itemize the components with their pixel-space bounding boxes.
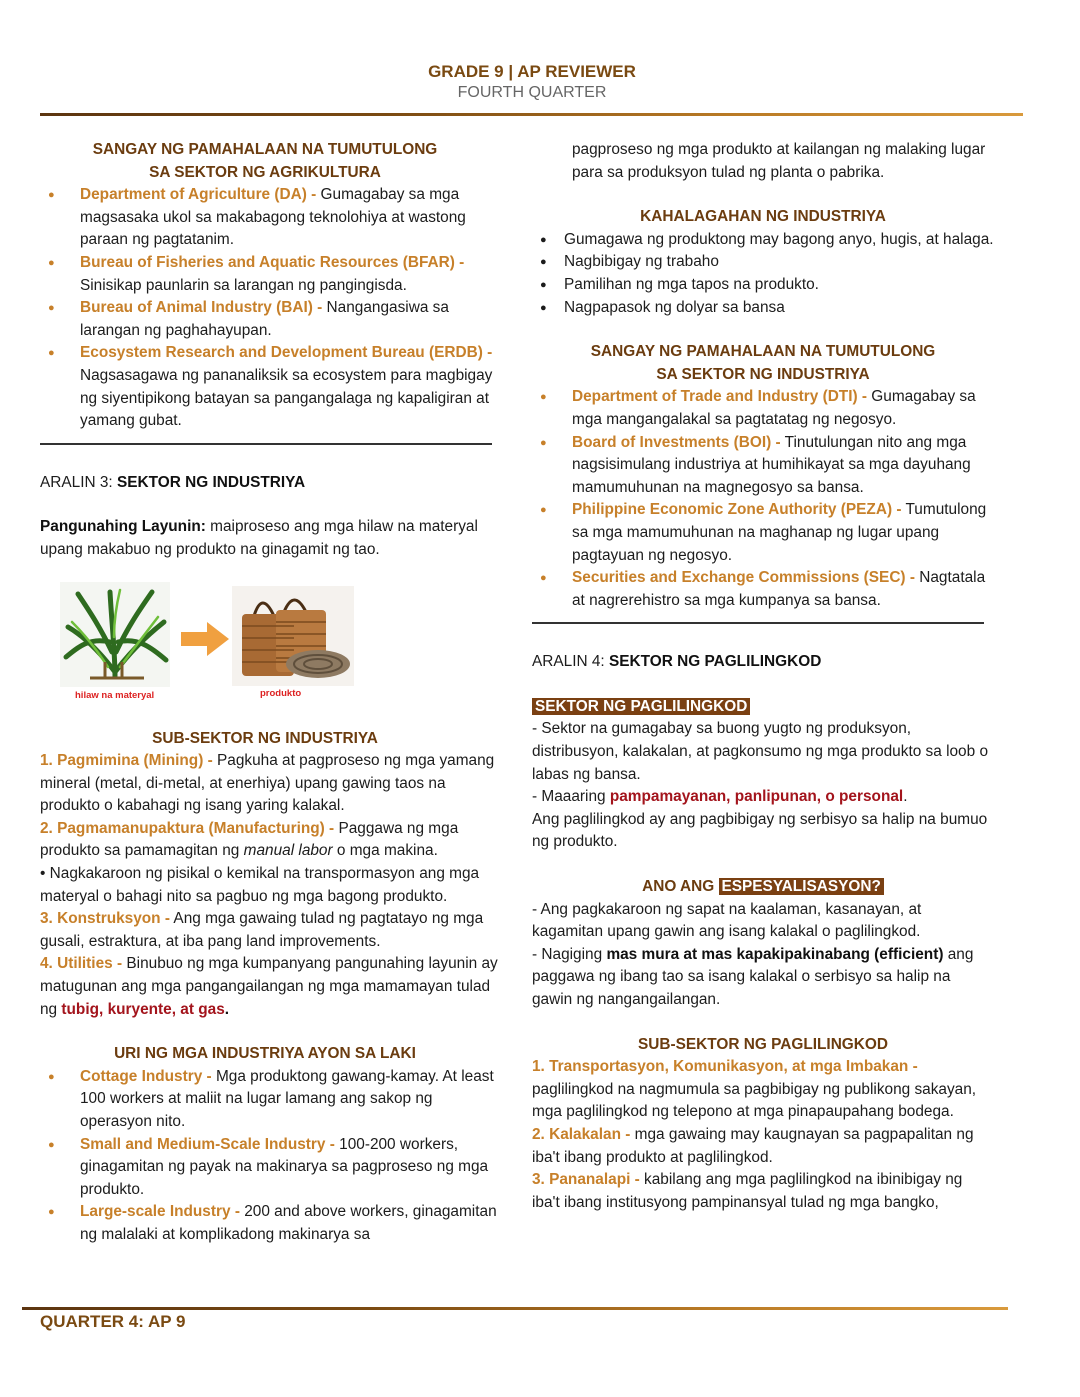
specialization-text-2 (532, 944, 994, 1012)
aralin-prefix: ARALIN 3: (40, 473, 117, 491)
importance-list (532, 229, 994, 319)
industry-desc: 200 and above workers, ginagamitan ng malalaki at komplikadong makinarya sa (80, 1203, 497, 1243)
section-divider (40, 443, 492, 445)
layunin-label: Pangunahing Layunin: (40, 518, 206, 536)
sub-sector-utilities (40, 953, 500, 1021)
agency-name: Department of Agriculture (DA) - (80, 186, 317, 204)
woven-bag-icon (232, 586, 354, 686)
agency-desc: Nangangasiwa sa larangan ng paghahayupan. (80, 299, 449, 339)
continued-text: pagproseso ng mga produkto at kailangan ng malaking lugar para sa produksyon tulad ng planta o pabrika. (572, 141, 986, 181)
agency-name: Securities and Exchange Commissions (SEC) - (572, 569, 915, 587)
industry-size-heading: URI NG MGA INDUSTRIYA AYON SA LAKI (114, 1045, 416, 1063)
right-column (532, 139, 994, 1214)
aralin-prefix: ARALIN 4: (532, 653, 609, 671)
sub-title: 3. Pananalapi (532, 1171, 631, 1189)
list-item (532, 432, 994, 500)
agency-desc: Gumagabay sa mga mangangalakal sa pagtatatag ng negosyo. (572, 388, 976, 428)
industry-desc: 100-200 workers, ginagamitan ng payak na makinarya sa pagproseso ng mga produkto. (80, 1135, 489, 1198)
sub-text-italic: manual labor (243, 842, 333, 860)
arrow-right-icon (181, 622, 229, 656)
list-item: ● Nagpapasok ng dolyar sa bansa (532, 297, 994, 320)
list-item (532, 386, 994, 431)
specialization-text-1: - Ang pagkakaroon ng sapat na kaalaman, kasanayan, at kagamitan upang gawin ang isang kalakal o paglilingkod. (532, 900, 922, 941)
agency-name: Bureau of Animal Industry (BAI) - (80, 299, 323, 317)
sub-text: Ang mga gawaing tulad ng pagtatayo ng mga gusali, estraktura, at iba pang land improvements. (40, 910, 484, 950)
agency-name: Department of Trade and Industry (DTI) - (572, 388, 868, 406)
sub-text: mga gawaing may kaugnayan sa pagpapalitan ng iba't ibang produkto at paglilingkod. (532, 1125, 974, 1166)
sub-dash: - (112, 955, 123, 973)
agency-name: Bureau of Fisheries and Aquatic Resources (BFAR) - (80, 253, 465, 271)
sub-text-end: . (224, 1000, 230, 1018)
industry-type: Small and Medium-Scale Industry - (80, 1135, 335, 1153)
agency-desc: Tinutulungan nito ang mga nagsisimulang industriya at humihikayat sa mga dayuhang mamumuhunan na magnegosyo sa bansa. (572, 433, 971, 496)
sub-text: Binubuo ng mga kumpanyang pangunahing layunin ay matugunan ang mga pangangailangan ng mga mamamayan tulad ng (40, 955, 498, 1018)
service-sector-label: SEKTOR NG PAGLILINGKOD (532, 698, 750, 715)
list-item (532, 499, 994, 567)
sub-dash: - (908, 1058, 918, 1076)
sub-dash: - (620, 1125, 631, 1143)
list-item (40, 1134, 500, 1202)
agency-name: Ecosystem Research and Development Bureau (ERDB) - (80, 344, 493, 362)
sub-dash: - (203, 752, 213, 770)
layunin-text: maiproseso ang mga hilaw na materyal upang makabuo ng produkto na ginagamit ng tao. (40, 518, 478, 558)
header-rule (40, 113, 1023, 116)
industry-size-list (40, 1066, 500, 1247)
sub-text: o mga makina. (332, 842, 438, 860)
agency-desc: Gumagabay sa mga magsasaka ukol sa makabagong teknolohiya at wastong paraan ng pagtatanim. (80, 186, 466, 249)
agri-agencies-heading (40, 139, 500, 184)
sub-title: 2. Kalakalan (532, 1125, 621, 1143)
list-item (40, 297, 500, 342)
service-sector-definition: - Sektor na gumagabay sa buong yugto ng produksyon, distribusyon, kalakalan, at pagkonsumo ng mga produkto sa loob o labas ng bansa. (532, 720, 989, 783)
text: - Maaaring (532, 788, 610, 806)
sub-sector-trade (532, 1124, 994, 1169)
sub-sector-transport (532, 1056, 994, 1124)
sugarcane-icon (60, 582, 170, 687)
left-column (40, 139, 500, 1247)
industry-type: Cottage Industry - (80, 1067, 212, 1085)
footer-rule (22, 1307, 1008, 1310)
specialization-highlight: ESPESYALISASYON? (719, 878, 884, 895)
industry-agencies-heading (532, 341, 994, 386)
text: ang paggawa ng ibang tao sa isang kalakal o serbisyo sa halip na gawin ng nangangailangan. (532, 945, 974, 1008)
sub-title: 4. Utilities (40, 955, 113, 973)
sub-title: 1. Pagmimina (Mining) (40, 752, 204, 770)
sub-sector-construction (40, 908, 500, 953)
industry-type: Large-scale Industry - (80, 1203, 240, 1221)
sub-sector-service-heading: SUB-SEKTOR NG PAGLILINGKOD (638, 1035, 888, 1053)
service-types-highlight: pampamayanan, panlipunan, o personal (609, 788, 904, 806)
list-item (40, 184, 500, 252)
sub-title: 1. Transportasyon, Komunikasyon, at mga Imbakan (532, 1058, 909, 1076)
caption-raw-material: hilaw na materyal (75, 689, 155, 701)
sub-text: Pagkuha at pagproseso ng mga yamang mineral (metal, di-metal, at enerhiya) upang gawing taos na produkto o kabahagi ng isang yaring kalakal. (40, 752, 495, 815)
industry-agencies-list (532, 386, 994, 612)
agency-desc: Sinisikap paunlarin sa larangan ng pangingisda. (80, 276, 407, 294)
specialization-heading (532, 876, 994, 899)
list-item: ● Pamilihan ng mga tapos na produkto. (532, 274, 994, 297)
list-item (40, 252, 500, 297)
aralin-name: SEKTOR NG PAGLILINGKOD (608, 653, 822, 671)
agency-name: Board of Investments (BOI) - (572, 433, 781, 451)
aralin-name: SEKTOR NG INDUSTRIYA (116, 473, 306, 491)
agri-heading-line-1: SANGAY NG PAMAHALAAN NA TUMUTULONG (92, 141, 438, 158)
sub-dash: - (324, 819, 335, 837)
sub-sector-manufacturing (40, 818, 500, 863)
agency-name: Philippine Economic Zone Authority (PEZA) - (572, 501, 902, 519)
service-sector-note: Ang paglilingkod ay ang pagbibigay ng serbisyo sa halip na bumuo ng produkto. (532, 810, 988, 851)
footer-label: QUARTER 4: AP 9 (40, 1312, 186, 1331)
service-sector-label-row (532, 696, 994, 719)
service-sector-types (532, 786, 994, 809)
agri-heading-line-2: SA SEKTOR NG AGRIKULTURA (149, 163, 381, 181)
text: - Nagiging (532, 945, 607, 963)
list-item (532, 567, 994, 612)
efficient-highlight: mas mura at mas kapakipakinabang (efficient) (606, 945, 944, 963)
caption-product: produkto (260, 687, 302, 699)
manufacturing-note: • Nagkakaroon ng pisikal o kemikal na transpormasyon ang mga materyal o bahagi nito sa pagbuo ng mga bagong produkto. (40, 865, 480, 905)
document-subtitle: FOURTH QUARTER (457, 84, 607, 101)
list-item: ● Gumagawa ng produktong may bagong anyo, hugis, at halaga. (532, 229, 994, 252)
list-item (40, 1201, 500, 1246)
agency-desc: Nagsasagawa ng pananaliksik sa ecosystem para magbigay ng siyentipikong batayan sa pangangalaga ng kapaligiran at yamang gubat. (80, 366, 493, 430)
list-item (40, 1066, 500, 1134)
aralin-4-title (532, 651, 994, 674)
agency-desc: Nagtatala at nagrerehistro sa mga kumpanya sa bansa. (572, 569, 986, 609)
list-item: ● Nagbibigay ng trabaho (532, 251, 994, 274)
layunin-paragraph (40, 516, 500, 561)
agency-desc: Tumutulong sa mga mamumuhunan na maghanap ng lugar upang pagtayuan ng negosyo. (572, 501, 987, 564)
sub-sector-industry-heading: SUB-SEKTOR NG INDUSTRIYA (152, 729, 378, 747)
section-divider (532, 622, 984, 624)
heading-prefix: ANO ANG (642, 878, 719, 896)
raw-to-product-illustration (40, 576, 500, 736)
utilities-highlight: tubig, kuryente, at gas (61, 1000, 225, 1018)
sub-title: 3. Konstruksyon - (40, 910, 170, 928)
industry-desc: Mga produktong gawang-kamay. At least 100 workers at maliit na lugar lamang ang sakop ng operasyon nito. (80, 1067, 494, 1130)
importance-heading: KAHALAGAHAN NG INDUSTRIYA (640, 208, 886, 226)
document-title: GRADE 9 | AP REVIEWER (428, 62, 636, 81)
sub-sector-finance (532, 1169, 994, 1214)
sub-text: kabilang ang mga paglilingkod na ibinibigay ng iba't ibang institusyong pampinansyal tulad ng mga bangko, (532, 1171, 963, 1211)
list-item (40, 342, 500, 432)
ind-heading-line-1: SANGAY NG PAMAHALAAN NA TUMUTULONG (590, 343, 936, 361)
sub-dash: - (630, 1171, 640, 1189)
text: . (903, 788, 908, 806)
sub-text: paglilingkod na nagmumula sa pagbibigay ng publikong sakayan, mga paglilingkod ng telepono at mga pinapaupahang bodega. (532, 1080, 977, 1121)
aralin-3-title (40, 472, 500, 495)
agri-agencies-list (40, 184, 500, 433)
sub-title: 2. Pagmamanupaktura (Manufacturing) (40, 819, 325, 837)
ind-heading-line-2: SA SEKTOR NG INDUSTRIYA (656, 365, 870, 383)
sub-sector-mining (40, 750, 500, 818)
sub-text: Paggawa ng mga produkto sa pamamagitan ng (40, 819, 459, 860)
